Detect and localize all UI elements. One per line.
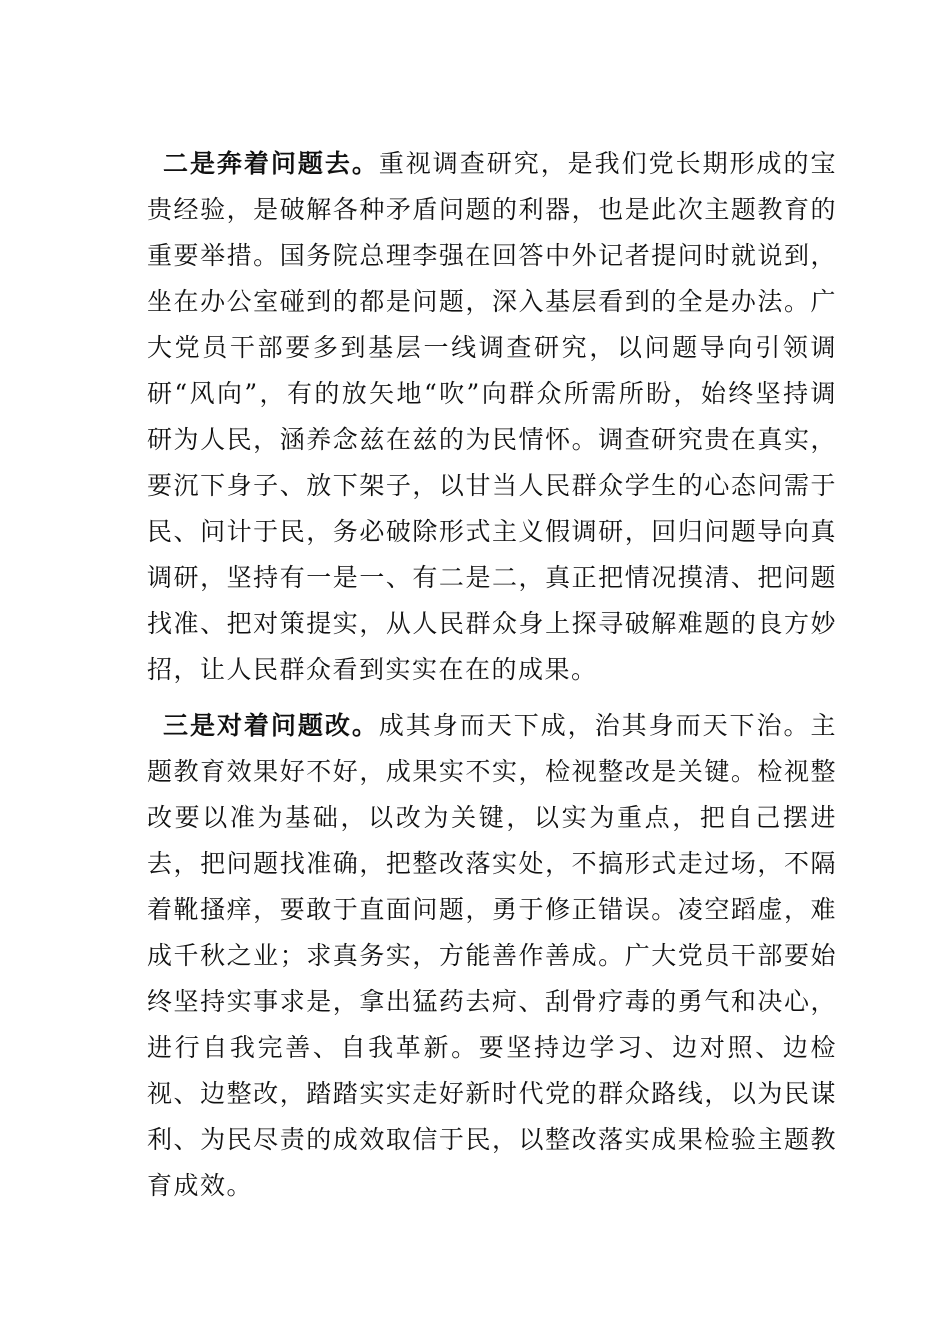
document-body (147, 141, 837, 1209)
paragraph-lead-heading: 三是对着问题改。 (163, 711, 379, 740)
paragraph-fix-problems (147, 703, 837, 1209)
paragraph-text: 成其身而天下成，治其身而天下治。主题教育效果好不好，成果实不实，检视整改是关键。检视整改要以准为基础，以改为关键，以实为重点，把自己摆进去，把问题找准确，把整改落实处，不搞形式走过场，不隔着靴搔痒，要敢于直面问题，勇于修正错误。凌空蹈虚，难成千秋之业；求真务实，方能善作善成。广大党员干部要始终坚持实事求是，拿出猛药去疴、刮骨疗毒的勇气和决心，进行自我完善、自我革新。要坚持边学习、边对照、边检视、边整改，踏踏实实走好新时代党的群众路线，以为民谋利、为民尽责的成效取信于民，以整改落实成果检验主题教育成效。 (147, 711, 837, 1200)
paragraph-text: 重视调查研究，是我们党长期形成的宝贵经验，是破解各种矛盾问题的利器，也是此次主题教育的重要举措。国务院总理李强在回答中外记者提问时就说到，坐在办公室碰到的都是问题，深入基层看到的全是办法。广大党员干部要多到基层一线调查研究，以问题导向引领调研“风向”，有的放矢地“吹”向群众所需所盼，始终坚持调研为人民，涵养念兹在兹的为民情怀。调查研究贵在真实，要沉下身子、放下架子，以甘当人民群众学生的心态问需于民、问计于民，务必破除形式主义假调研，回归问题导向真调研，坚持有一是一、有二是二，真正把情况摸清、把问题找准、把对策提实，从人民群众身上探寻破解难题的良方妙招，让人民群众看到实实在在的成果。 (147, 149, 837, 684)
paragraph-go-to-problems (147, 141, 837, 693)
paragraph-lead-heading: 二是奔着问题去。 (163, 149, 379, 178)
